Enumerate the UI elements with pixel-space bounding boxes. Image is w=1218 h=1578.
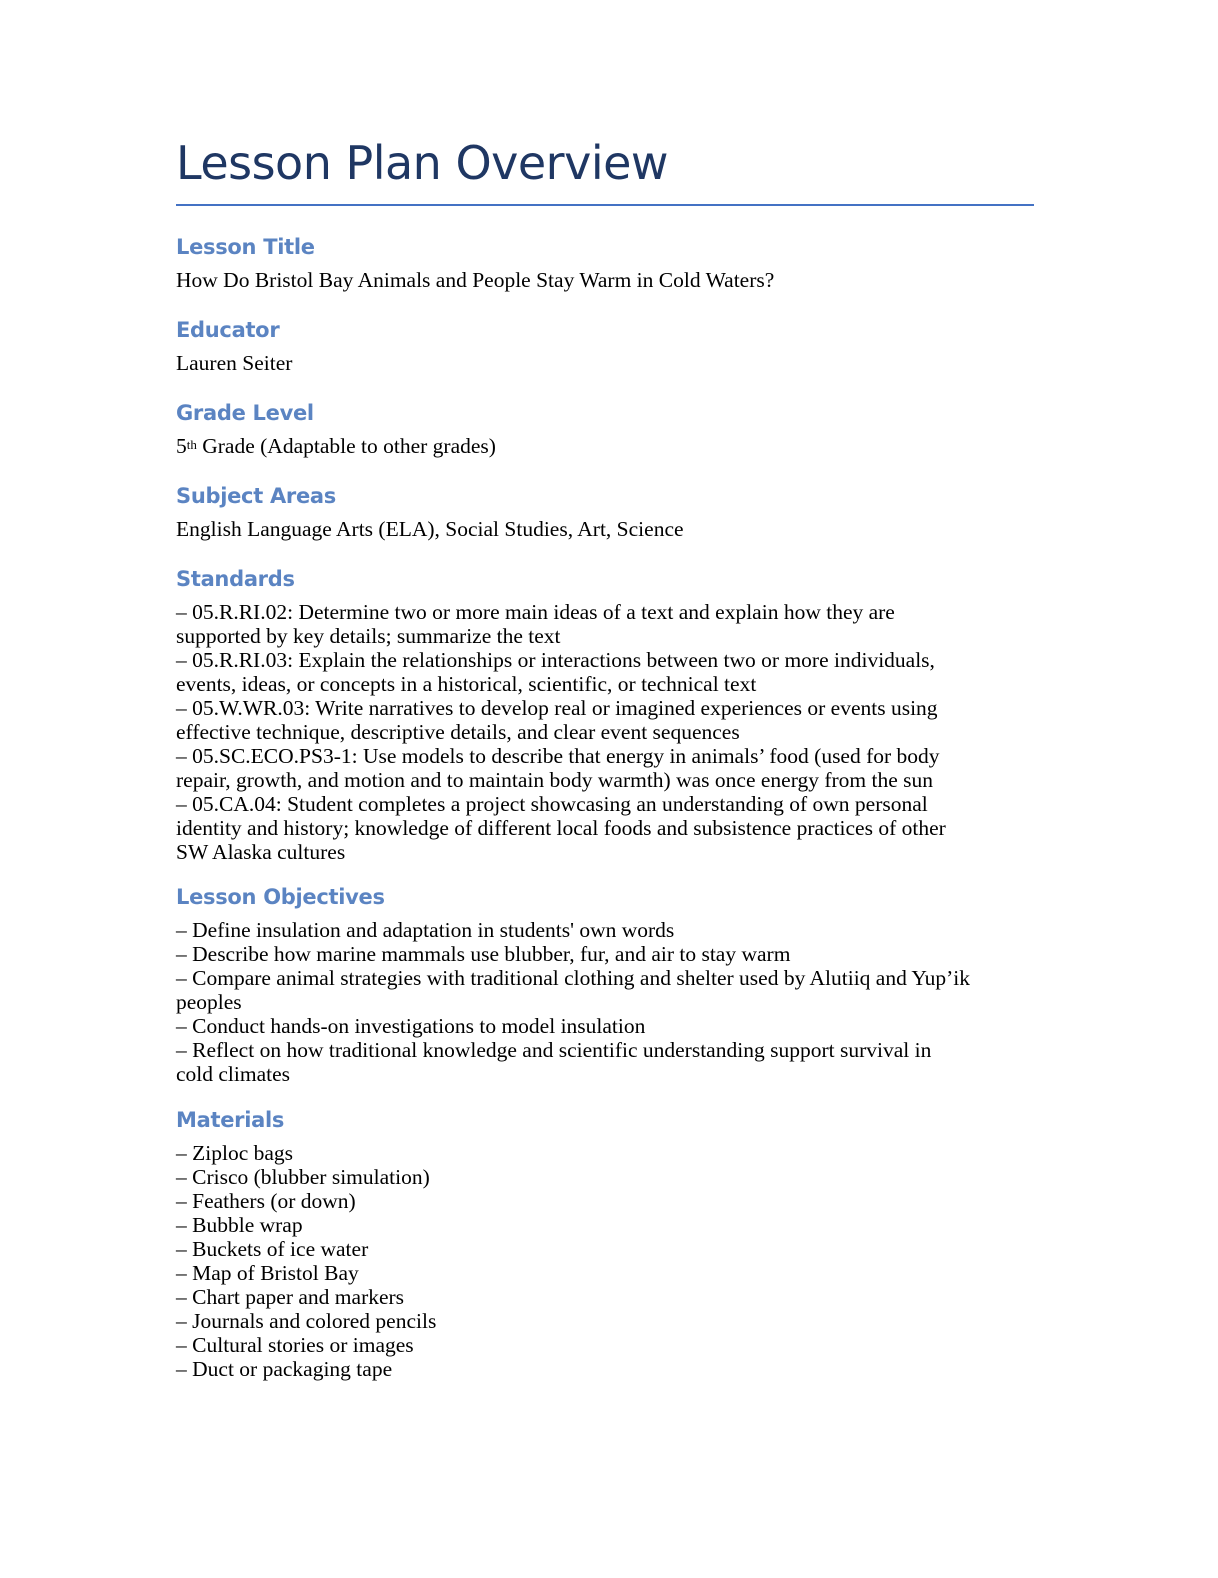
material-item: – Duct or packaging tape xyxy=(176,1357,393,1381)
objective-line: peoples xyxy=(176,990,242,1014)
standards-line: – 05.W.WR.03: Write narratives to develop real or imagined experiences or events using xyxy=(176,696,938,720)
objective-line: cold climates xyxy=(176,1062,291,1086)
standards-line: supported by key details; summarize the text xyxy=(176,624,561,648)
standards-line: SW Alaska cultures xyxy=(176,840,346,864)
standards-line: repair, growth, and motion and to maintain body warmth) was once energy from the sun xyxy=(176,768,934,792)
standards-list xyxy=(176,600,1034,864)
material-item: – Chart paper and markers xyxy=(176,1285,405,1309)
section-grade-level xyxy=(176,399,1034,458)
section-lesson-objectives xyxy=(176,883,1034,1086)
section-standards xyxy=(176,565,1034,864)
objective-line: – Describe how marine mammals use blubber, fur, and air to stay warm xyxy=(176,942,791,966)
objective-line: – Reflect on how traditional knowledge and scientific understanding support survival in xyxy=(176,1038,932,1062)
section-subject-areas xyxy=(176,482,1034,541)
materials-list xyxy=(176,1141,1034,1381)
standards-line: – 05.CA.04: Student completes a project showcasing an understanding of own personal xyxy=(176,792,928,816)
standards-line: events, ideas, or concepts in a historical, scientific, or technical text xyxy=(176,672,757,696)
standards-line: – 05.R.RI.03: Explain the relationships or interactions between two or more individuals, xyxy=(176,648,935,672)
grade-number: 5 xyxy=(176,434,187,458)
material-item: – Cultural stories or images xyxy=(176,1333,414,1357)
material-item: – Crisco (blubber simulation) xyxy=(176,1165,430,1189)
materials-heading: Materials xyxy=(176,1108,285,1132)
grade-level-value xyxy=(176,434,1034,458)
title-underline xyxy=(176,204,1034,206)
lesson-title-heading: Lesson Title xyxy=(176,235,315,259)
material-item: – Feathers (or down) xyxy=(176,1189,356,1213)
lesson-title-value: How Do Bristol Bay Animals and People Stay Warm in Cold Waters? xyxy=(176,268,775,292)
material-item: – Journals and colored pencils xyxy=(176,1309,437,1333)
standards-line: effective technique, descriptive details, and clear event sequences xyxy=(176,720,740,744)
objectives-list xyxy=(176,918,1034,1086)
standards-line: identity and history; knowledge of different local foods and subsistence practices of other xyxy=(176,816,946,840)
material-item: – Bubble wrap xyxy=(176,1213,303,1237)
material-item: – Ziploc bags xyxy=(176,1141,294,1165)
section-materials xyxy=(176,1106,1034,1381)
grade-description: Grade (Adaptable to other grades) xyxy=(196,434,496,458)
material-item: – Buckets of ice water xyxy=(176,1237,369,1261)
standards-heading: Standards xyxy=(176,567,295,591)
standards-line: – 05.SC.ECO.PS3-1: Use models to describe that energy in animals’ food (used for body xyxy=(176,744,940,768)
objective-line: – Compare animal strategies with traditional clothing and shelter used by Alutiiq and Yup’ik xyxy=(176,966,970,990)
objective-line: – Conduct hands-on investigations to model insulation xyxy=(176,1014,646,1038)
educator-heading: Educator xyxy=(176,318,280,342)
grade-level-heading: Grade Level xyxy=(176,401,314,425)
section-lesson-title xyxy=(176,233,1034,292)
material-item: – Map of Bristol Bay xyxy=(176,1261,359,1285)
document-title: Lesson Plan Overview xyxy=(176,136,669,190)
subject-areas-heading: Subject Areas xyxy=(176,484,336,508)
lesson-objectives-heading: Lesson Objectives xyxy=(176,885,385,909)
objective-line: – Define insulation and adaptation in students' own words xyxy=(176,918,675,942)
standards-line: – 05.R.RI.02: Determine two or more main ideas of a text and explain how they are xyxy=(176,600,895,624)
subject-areas-value: English Language Arts (ELA), Social Studies, Art, Science xyxy=(176,517,684,541)
educator-value: Lauren Seiter xyxy=(176,351,293,375)
grade-ordinal-suffix: th xyxy=(186,437,197,452)
section-educator xyxy=(176,316,1034,375)
